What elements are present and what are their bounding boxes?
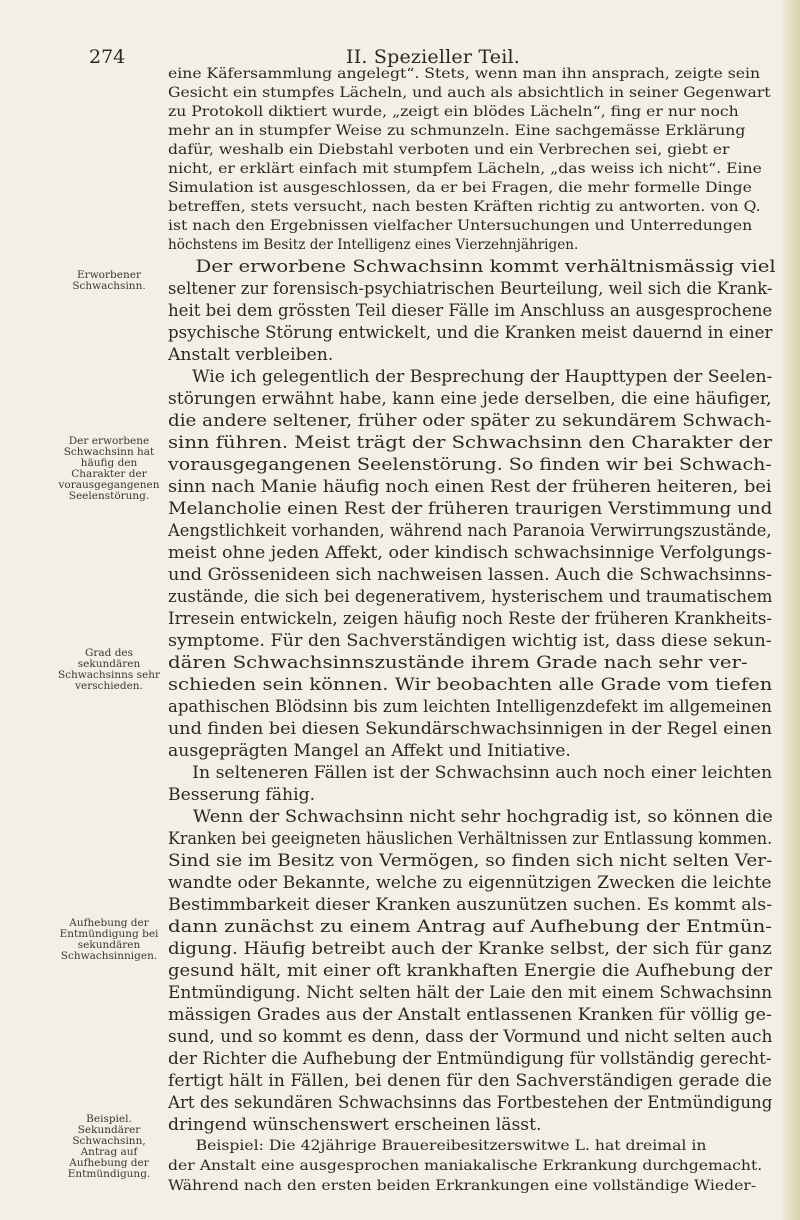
text-line: sinn nach Manie häufig noch einen Rest der früheren heiteren, bei: [168, 477, 772, 497]
text-line: Beispiel: Die 42jährige Brauereibesitzerswitwe L. hat dreimal in: [195, 1138, 707, 1154]
margin-note: Der erworbene Schwachsinn hat häufig den Charakter der vorausgegangenen Seelenstörung.: [58, 435, 160, 502]
text-line: Besserung fähig.: [168, 785, 316, 805]
text-line: mässigen Grades aus der Anstalt entlassenen Kranken für völlig ge-: [168, 1005, 772, 1025]
text-line: nicht, er erklärt einfach mit stumpfem Lächeln, „das weiss ich nicht“. Eine: [168, 161, 762, 177]
text-line: störungen erwähnt habe, kann eine jede derselben, die eine häufiger,: [168, 389, 772, 409]
text-line: der Anstalt eine ausgesprochen maniakalische Erkrankung durchgemacht.: [168, 1158, 763, 1174]
text-line: Irresein entwickeln, zeigen häufig noch Reste der früheren Krankheits-: [168, 609, 772, 629]
text-line: dären Schwachsinnszustände ihrem Grade nach sehr ver-: [168, 653, 748, 673]
text-line: der Richter die Aufhebung der Entmündigung für vollständig gerecht-: [168, 1049, 772, 1069]
margin-note: Beispiel. Sekundärer Schwachsinn, Antrag auf Aufhebung der Entmündigung.: [67, 1113, 151, 1180]
text-line: seltener zur forensisch-psychiatrischen Beurteilung, weil sich die Krank-: [168, 279, 773, 299]
page-number: 274: [89, 46, 126, 68]
text-line: höchstens im Besitz der Intelligenz eines Vierzehnjährigen.: [168, 237, 579, 253]
text-line: In selteneren Fällen ist der Schwachsinn auch noch einer leichten: [192, 763, 773, 783]
text-line: ist nach den Ergebnissen vielfacher Untersuchungen und Unterredungen: [168, 218, 753, 234]
margin-note: Erworbener Schwachsinn.: [72, 269, 146, 292]
text-line: dringend wünschenswert erscheinen lässt.: [168, 1115, 542, 1135]
text-line: Kranken bei geeigneten häuslichen Verhältnissen zur Entlassung kommen.: [168, 829, 773, 849]
text-line: mehr an in stumpfer Weise zu schmunzeln. Eine sachgemässe Erklärung: [168, 123, 746, 139]
text-line: betreffen, stets versucht, nach besten Kräften richtig zu antworten. von Q.: [168, 199, 761, 215]
text-line: Der erworbene Schwachsinn kommt verhältnismässig viel: [195, 257, 776, 277]
text-line: psychische Störung entwickelt, und die Kranken meist dauernd in einer: [168, 323, 773, 343]
text-line: zustände, die sich bei degenerativem, hysterischem und traumatischem: [168, 587, 773, 607]
text-line: Sind sie im Besitz von Vermögen, so finden sich nicht selten Ver-: [168, 851, 773, 871]
text-line: und Grössenideen sich nachweisen lassen. Auch die Schwachsinns-: [168, 565, 773, 585]
text-line: schieden sein können. Wir beobachten alle Grade vom tiefen: [168, 675, 773, 695]
text-line: Anstalt verbleiben.: [168, 345, 334, 365]
text-line: dann zunächst zu einem Antrag auf Aufhebung der Entmün-: [168, 917, 773, 937]
text-line: gesund hält, mit einer oft krankhaften Energie die Aufhebung der: [168, 961, 773, 981]
text-line: Bestimmbarkeit dieser Kranken auszunützen suchen. Es kommt als-: [168, 895, 773, 915]
text-line: Wenn der Schwachsinn nicht sehr hochgradig ist, so können die: [192, 807, 773, 827]
text-line: ausgeprägten Mangel an Affekt und Initiative.: [168, 741, 571, 761]
text-line: die andere seltener, früher oder später zu sekundärem Schwach-: [168, 411, 772, 431]
text-line: symptome. Für den Sachverständigen wichtig ist, dass diese sekun-: [168, 631, 772, 651]
text-line: sinn führen. Meist trägt der Schwachsinn den Charakter der: [168, 433, 773, 453]
margin-note: Aufhebung der Entmündigung bei sekundären Schwachsinnigen.: [59, 917, 159, 962]
page-edge: [782, 0, 800, 1220]
text-line: sund, und so kommt es denn, dass der Vormund und nicht selten auch: [168, 1027, 773, 1047]
text-line: Entmündigung. Nicht selten hält der Laie den mit einem Schwachsinn: [168, 983, 773, 1003]
text-line: Melancholie einen Rest der früheren traurigen Verstimmung und: [168, 499, 773, 519]
text-line: heit bei dem grössten Teil dieser Fälle im Anschluss an ausgesprochene: [168, 301, 773, 321]
text-line: apathischen Blödsinn bis zum leichten Intelligenzdefekt im allgemeinen: [168, 697, 772, 717]
text-line: und finden bei diesen Sekundärschwachsinnigen in der Regel einen: [168, 719, 773, 739]
text-line: dafür, weshalb ein Diebstahl verboten und ein Verbrechen sei, giebt er: [168, 142, 730, 158]
running-head: II. Spezieller Teil.: [346, 46, 520, 68]
text-line: fertigt hält in Fällen, bei denen für den Sachverständigen gerade die: [168, 1071, 772, 1091]
text-line: meist ohne jeden Affekt, oder kindisch schwachsinnige Verfolgungs-: [168, 543, 772, 563]
text-line: eine Käfersammlung angelegt“. Stets, wenn man ihn ansprach, zeigte sein: [168, 66, 761, 82]
text-line: Simulation ist ausgeschlossen, da er bei Fragen, die mehr formelle Dinge: [168, 180, 752, 196]
text-line: digung. Häufig betreibt auch der Kranke selbst, der sich für ganz: [168, 939, 772, 959]
text-line: Aengstlichkeit vorhanden, während nach Paranoia Verwirrungszustände,: [168, 521, 772, 541]
text-line: zu Protokoll diktiert wurde, „zeigt ein blödes Lächeln“, fing er nur noch: [168, 104, 739, 120]
text-line: vorausgegangenen Seelenstörung. So finden wir bei Schwach-: [168, 455, 772, 475]
text-line: Während nach den ersten beiden Erkrankungen eine vollständige Wieder-: [168, 1178, 757, 1194]
text-line: Gesicht ein stumpfes Lächeln, und auch als absichtlich in seiner Gegenwart: [168, 85, 771, 101]
text-line: Art des sekundären Schwachsinns das Fortbestehen der Entmündigung: [168, 1093, 773, 1113]
margin-note: Grad des sekundären Schwachsinns sehr verschieden.: [57, 647, 161, 692]
text-line: wandte oder Bekannte, welche zu eigennützigen Zwecken die leichte: [168, 873, 772, 893]
text-line: Wie ich gelegentlich der Besprechung der Haupttypen der Seelen-: [191, 367, 773, 387]
